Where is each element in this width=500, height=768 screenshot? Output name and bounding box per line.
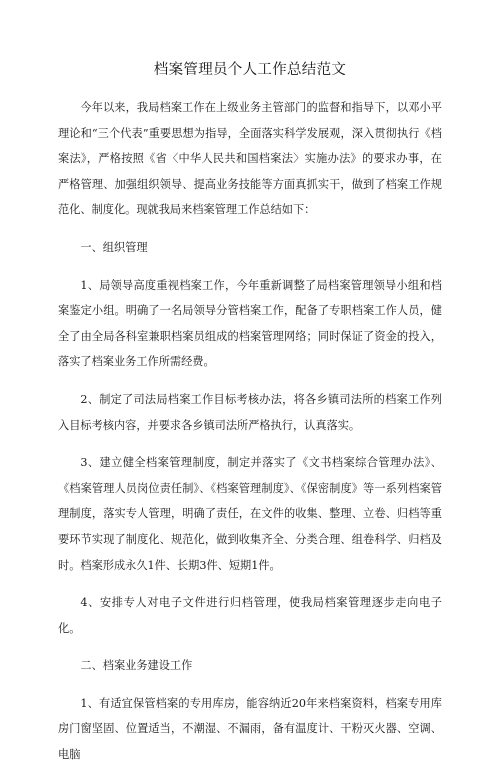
document-body [58,95,442,768]
paragraph-item-4: 4、安排专人对电子文件进行归档管理，使我局档案管理逐步走向电子化。 [58,596,442,635]
document-title: 档案管理员个人工作总结范文 [153,62,347,78]
section-heading-business: 二、档案业务建设工作 [80,659,193,673]
paragraph-business-1: 1、有适宜保管档案的专用库房，能容纳近20年来档案资料，档案专用库房门窗坚固、位置适当，不潮湿、不漏雨，备有温度计、干粉灭火器、空调、电脑 [58,696,442,762]
section-heading-organization: 一、组织管理 [80,240,148,254]
paragraph-item-3: 3、建立健全档案管理制度，制定并落实了《文书档案综合管理办法》、《档案管理人员岗位责任制》、《档案管理制度》、《保密制度》等一系列档案管理制度，落实专人管理，明确了责任，在文件的收集、整理、立卷、归档等重要环节实现了制度化、规范化，做到收集齐全、分类合理、组卷科学、归档及时。档案形成永久1件、长期3件、短期1件。 [58,456,442,572]
intro-paragraph: 今年以来，我局档案工作在上级业务主管部门的监督和指导下，以邓小平理论和“三个代表”重要思想为指导，全面落实科学发展观，深入贯彻执行《档案法》，严格按照《省〈中华人民共和国档案法〉实施办法》的要求办事，在严格管理、加强组织领导、提高业务技能等方面真抓实干，做到了档案工作规范化、制度化。现就我局来档案管理工作总结如下： [58,101,442,217]
paragraph-item-2: 2、制定了司法局档案工作目标考核办法，将各乡镇司法所的档案工作列入目标考核内容，并要求各乡镇司法所严格执行，认真落实。 [58,392,442,432]
paragraph-item-1: 1、局领导高度重视档案工作，今年重新调整了局档案管理领导小组和档案鉴定小组。明确了一名局领导分管档案工作，配备了专职档案工作人员，健全了由全局各科室兼职档案员组成的档案管理网络；同时保证了资金的投入，落实了档案业务工作所需经费。 [58,278,442,369]
